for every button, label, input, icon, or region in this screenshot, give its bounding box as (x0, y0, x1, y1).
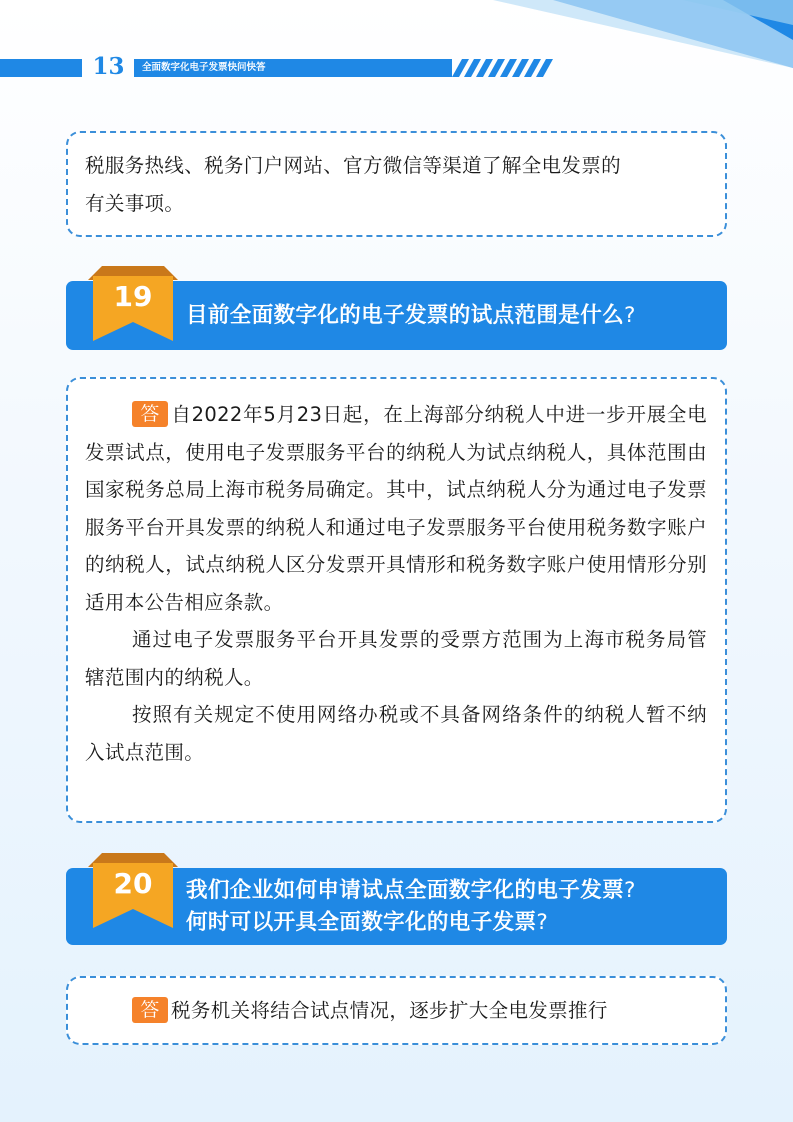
header-title: 全面数字化电子发票快问快答 (134, 59, 452, 77)
question-19-number: 19 (113, 280, 153, 313)
answer-19-box (66, 377, 727, 823)
question-20-text: 我们企业如何申请试点全面数字化的电子发票? 何时可以开具全面数字化的电子发票? (186, 878, 636, 935)
answer-19-para-2: 通过电子发票服务平台开具发票的受票方范围为上海市税务局管辖范围内的纳税人。 (85, 628, 707, 689)
header-stripes (452, 59, 557, 77)
question-19-text: 目前全面数字化的电子发票的试点范围是什么? (186, 303, 636, 328)
question-20-flag (88, 853, 178, 928)
answer-20-para-1: 答 税务机关将结合试点情况，逐步扩大全电发票推行 (85, 992, 707, 1030)
intro-line-1: 税服务热线、税务门户网站、官方微信等渠道了解全电发票的 (85, 154, 621, 177)
header-left-bar (0, 59, 82, 77)
answer-20-box (66, 976, 727, 1045)
page-number: 13 (92, 53, 125, 80)
question-20-number: 20 (113, 867, 153, 900)
question-19-flag (88, 266, 178, 341)
answer-19-para-1: 答 自2022年5月23日起，在上海部分纳税人中进一步开展全电发票试点，使用电子发票服务平台的纳税人为试点纳税人，具体范围由国家税务总局上海市税务局确定。其中，试点纳税人分为通过电子发票服务平台开具发票的纳税人和通过电子发票服务平台使用税务数字账户的纳税人，试点纳税人区分发票开具情形和税务数字账户使用情形分别适用本公告相应条款。 (85, 403, 707, 614)
answer-badge: 答 (132, 997, 168, 1023)
intro-line-2: 有关事项。 (85, 191, 185, 215)
intro-text-box (66, 131, 727, 237)
answer-badge: 答 (132, 401, 168, 427)
answer-19-para-3: 按照有关规定不使用网络办税或不具备网络条件的纳税人暂不纳入试点范围。 (85, 703, 707, 764)
